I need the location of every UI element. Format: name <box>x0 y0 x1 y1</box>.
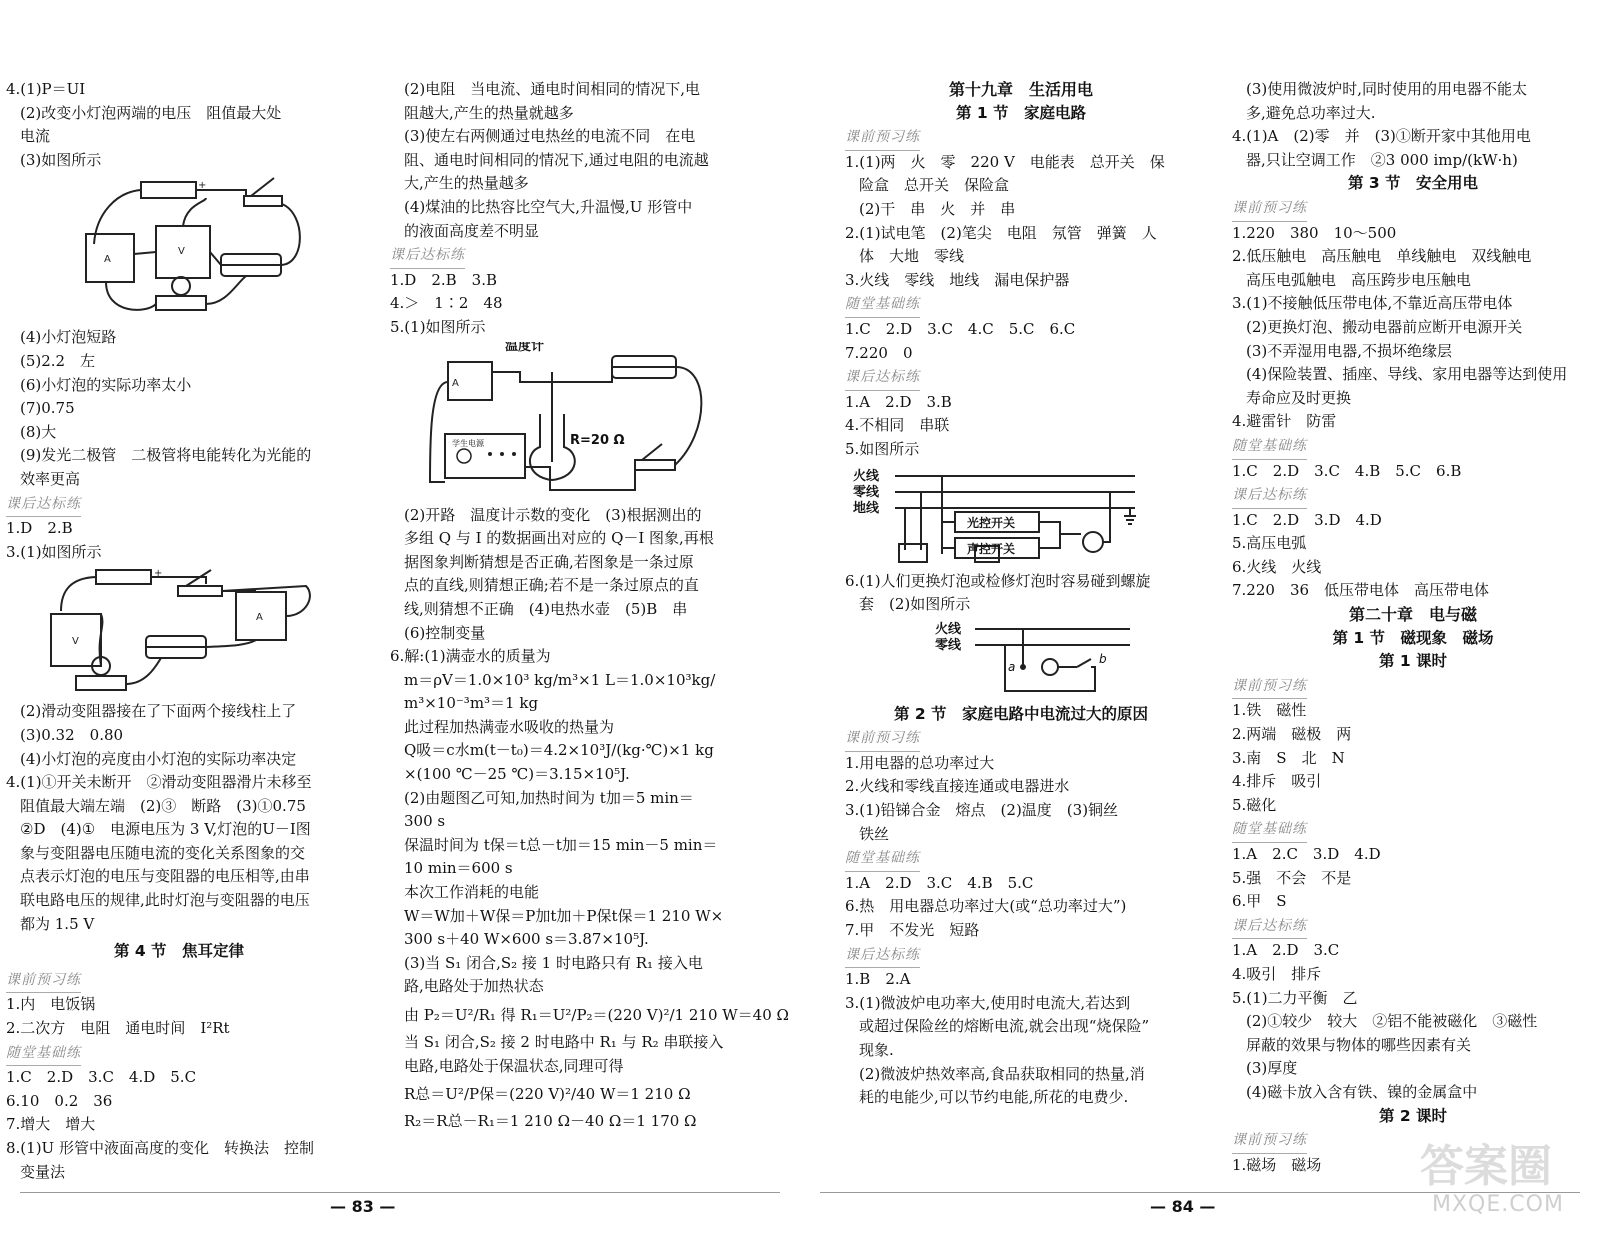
answer-line: (2)滑动变阻器接在了下面两个接线柱上了 <box>20 702 297 721</box>
answer-line: 点表示灯泡的电压与变阻器的电压相等,由串 <box>20 867 310 886</box>
answer-line: 1.C 2.D 3.D 4.D <box>1232 510 1382 529</box>
section-label: 随堂基础练 <box>1232 435 1307 460</box>
answer-line: 300 s＋40 W×600 s＝3.87×10⁵J. <box>404 930 649 949</box>
section-label: 课前预习练 <box>1232 675 1307 700</box>
lesson-heading: 第 1 课时 <box>1378 652 1448 671</box>
section-label: 课后达标练 <box>1232 915 1307 940</box>
circuit-figure-2 <box>6 566 352 698</box>
answer-line: 1.A 2.C 3.D 4.D <box>1232 845 1381 863</box>
answer-line: R₂＝R总－R₁＝1 210 Ω－40 Ω＝1 170 Ω <box>404 1112 697 1131</box>
svg-text:A: A <box>256 612 263 624</box>
answer-line: 4.吸引 排斥 <box>1232 964 1322 983</box>
section-label: 随堂基础练 <box>1232 818 1307 843</box>
answer-line: 3.南 S 北 N <box>1232 748 1345 767</box>
wiring-figure-2 <box>845 619 1197 701</box>
thermometer-label: 温度计 <box>505 341 545 354</box>
section-heading: 第 1 节 家庭电路 <box>955 103 1087 122</box>
answer-line: 本次工作消耗的电能 <box>404 883 540 902</box>
answer-line: 7.220 0 <box>845 343 913 362</box>
answer-line: (4)煤油的比热容比空气大,升温慢,U 形管中 <box>404 197 693 216</box>
answer-line: 2.(1)试电笔 (2)笔尖 电阻 氖管 弹簧 人 <box>845 223 1157 242</box>
wiring-figure-1 <box>845 464 1197 568</box>
footer-rule <box>20 1192 780 1193</box>
neutral-wire-label: 零线 <box>853 484 880 500</box>
answer-line: (3)0.32 0.80 <box>20 725 124 744</box>
answer-line: 象与变阻器电压随电流的变化关系图象的交 <box>20 843 306 862</box>
answer-line: 5.强 不会 不是 <box>1232 868 1352 887</box>
answer-line: (4)保险装置、插座、导线、家用电器等达到使用 <box>1246 365 1568 384</box>
answer-line: m³×10⁻³m³＝1 kg <box>404 694 539 713</box>
section-label: 课前预习练 <box>6 969 81 994</box>
light-switch-label: 光控开关 <box>967 515 1016 530</box>
watermark-url: MXQE.COM <box>1432 1192 1564 1217</box>
answer-line: 保温时间为 t保＝t总－t加＝15 min－5 min＝ <box>404 835 718 854</box>
answer-line: (2)由题图乙可知,加热时间为 t加＝5 min＝ <box>404 788 694 807</box>
ground-wire-label: 地线 <box>853 500 880 516</box>
answer-line: 屏蔽的效果与物体的哪些因素有关 <box>1246 1035 1472 1054</box>
answer-line: 线,则猜想不正确 (4)电热水壶 (5)B 串 <box>404 599 688 618</box>
section-heading: 第 3 节 安全用电 <box>1347 174 1479 193</box>
answer-line: (2)干 串 火 并 串 <box>859 199 1016 218</box>
answer-line: (9)发光二极管 二极管将电能转化为光能的 <box>20 446 312 465</box>
answer-line: (8)大 <box>20 422 57 441</box>
answer-line: (3)如图所示 <box>20 150 102 169</box>
page-number-right: — 84 — <box>1150 1197 1216 1216</box>
answer-line: (2)更换灯泡、搬动电器前应断开电源开关 <box>1246 317 1523 336</box>
answer-line: (7)0.75 <box>20 399 75 418</box>
answer-line: (6)控制变量 <box>404 623 486 642</box>
answer-line: (2)开路 温度计示数的变化 (3)根据测出的 <box>404 505 702 524</box>
lesson-heading: 第 2 课时 <box>1378 1106 1448 1125</box>
answer-line: 1.C 2.D 3.C 4.B 5.C 6.B <box>1232 461 1462 480</box>
answer-line: 多组 Q 与 I 的数据画出对应的 Q－I 图象,再根 <box>404 529 714 548</box>
answer-line: 6.火线 火线 <box>1232 557 1322 576</box>
answer-line: (5)2.2 左 <box>20 351 96 370</box>
answer-line: 据图象判断猜想是否正确,若图象是一条过原 <box>404 552 694 571</box>
answer-line: 电流 <box>20 127 51 146</box>
answer-line: 8.(1)U 形管中液面高度的变化 转换法 控制 <box>6 1139 314 1157</box>
neutral-wire-label: 零线 <box>935 637 962 653</box>
answer-line: 1.用电器的总功率过大 <box>845 753 995 772</box>
section-label: 课前预习练 <box>845 126 920 151</box>
answer-line: 1.内 电饭锅 <box>6 995 96 1014</box>
answer-line: 套 (2)如图所示 <box>859 595 971 614</box>
answer-line: 2.火线和零线直接连通或电器进水 <box>845 777 1070 796</box>
answer-line: 4.(1)P＝UI <box>6 80 86 98</box>
answer-line: (4)小灯泡短路 <box>20 328 117 347</box>
answer-line: W＝W加＋W保＝P加t加＋P保t保＝1 210 W× <box>404 906 724 925</box>
circuit-figure-1 <box>6 174 352 324</box>
answer-line: 1.A 2.D 3.C 4.B 5.C <box>845 873 1034 892</box>
answer-line: 当 S₁ 闭合,S₂ 接 2 时电路中 R₁ 与 R₂ 串联接入 <box>404 1033 724 1051</box>
point-b-label: b <box>1099 651 1107 666</box>
answer-line: 3.(1)不接触低压带电体,不靠近高压带电体 <box>1232 294 1513 313</box>
answer-line: R总＝U²/P保＝(220 V)²/40 W＝1 210 Ω <box>404 1085 691 1104</box>
answer-line: 阻越大,产生的热量就越多 <box>404 103 574 122</box>
answer-line: ②D (4)① 电源电压为 3 V,灯泡的U－I图 <box>20 820 311 839</box>
answer-line: 由 P₂＝U²/R₁ 得 R₁＝U²/P₂＝(220 V)²/1 210 W＝40 Ω <box>404 1006 789 1024</box>
answer-line: 4.＞ 1∶2 48 <box>390 294 503 313</box>
section-heading: 第 4 节 焦耳定律 <box>113 942 245 961</box>
section-label: 课后达标练 <box>6 493 81 518</box>
answer-line: (6)小灯泡的实际功率太小 <box>20 375 192 394</box>
answer-line: 2.二次方 电阻 通电时间 I²Rt <box>6 1019 230 1038</box>
answer-line: 1.B 2.A <box>845 970 911 989</box>
answer-line: 5.(1)二力平衡 乙 <box>1232 988 1358 1007</box>
answer-line: 联电路电压的规律,此时灯泡与变阻器的电压 <box>20 891 310 910</box>
left-page-column-1 <box>6 78 352 1184</box>
svg-text:A: A <box>104 254 111 266</box>
answer-line: 1.铁 磁性 <box>1232 701 1307 720</box>
answer-line: 现象. <box>859 1041 894 1059</box>
answer-line: 5.如图所示 <box>845 439 920 458</box>
answer-line: 3.火线 零线 地线 漏电保护器 <box>845 270 1070 289</box>
answer-line: 耗的电能少,可以节约电能,所花的电费少. <box>859 1088 1129 1107</box>
answer-line: 电路,电路处于保温状态,同理可得 <box>404 1056 624 1075</box>
answer-line: 7.220 36 低压带电体 高压带电体 <box>1232 581 1490 600</box>
answer-line: (2)改变小灯泡两端的电压 阻值最大处 <box>20 103 282 122</box>
answer-line: (3)厚度 <box>1246 1059 1298 1078</box>
answer-line: 点的直线,则猜想正确;若不是一条过原点的直 <box>404 576 699 595</box>
answer-line: 4.不相同 串联 <box>845 416 950 435</box>
answer-line: 器,只让空调工作 ②3 000 imp/(kW·h) <box>1246 150 1518 169</box>
answer-line: m＝ρV＝1.0×10³ kg/m³×1 L＝1.0×10³kg/ <box>404 670 716 689</box>
answer-line: 6.10 0.2 36 <box>6 1091 113 1110</box>
answer-line: 1.D 2.B <box>6 519 73 538</box>
live-wire-label: 火线 <box>853 468 880 484</box>
section-label: 课后达标练 <box>845 366 920 391</box>
right-page-column-2 <box>1232 78 1594 1177</box>
section-label: 课后达标练 <box>845 944 920 969</box>
answer-line: 4.(1)①开关未断开 ②滑动变阻器滑片未移至 <box>6 773 312 792</box>
svg-text:+: + <box>154 568 163 580</box>
section-label: 课后达标练 <box>1232 484 1307 509</box>
section-label: 随堂基础练 <box>845 847 920 872</box>
answer-line: 3.(1)铅锑合金 熔点 (2)温度 (3)铜丝 <box>845 801 1119 820</box>
answer-line: 变量法 <box>20 1162 66 1181</box>
answer-line: 1.D 2.B 3.B <box>390 270 498 289</box>
answer-line: 4.避雷针 防雷 <box>1232 412 1337 431</box>
answer-line: (4)小灯泡的亮度由小灯泡的实际功率决定 <box>20 749 297 768</box>
section-label: 课前预习练 <box>1232 197 1307 222</box>
answer-line: (2)微波炉热效率高,食品获取相同的热量,消 <box>859 1064 1145 1083</box>
answer-line: (3)使左右两侧通过电热丝的电流不同 在电 <box>404 127 696 146</box>
answer-line: 险盒 总开关 保险盒 <box>859 176 1010 195</box>
answer-line: 或超过保险丝的熔断电流,就会出现“烧保险” <box>859 1017 1150 1036</box>
answer-line: 6.热 用电器总功率过大(或“总功率过大”) <box>845 897 1127 916</box>
power-supply-label: 学生电源 <box>452 438 484 448</box>
answer-line: 1.A 2.D 3.B <box>845 392 952 411</box>
section-label: 课后达标练 <box>390 244 465 269</box>
answer-line: 大,产生的热量越多 <box>404 174 529 193</box>
answer-line: (3)不弄湿用电器,不损坏绝缘层 <box>1246 341 1453 360</box>
answer-line: 5.磁化 <box>1232 795 1277 814</box>
answer-line: 5.高压电弧 <box>1232 534 1307 553</box>
answer-line: 1.磁场 磁场 <box>1232 1155 1322 1174</box>
answer-line: 1.A 2.D 3.C <box>1232 941 1340 960</box>
section-label: 课前预习练 <box>1232 1129 1307 1154</box>
answer-line: (2)①较少 较大 ②铝不能被磁化 ③磁性 <box>1246 1012 1538 1031</box>
svg-text:+: + <box>198 180 207 192</box>
answer-line: 阻值最大端左端 (2)③ 断路 (3)①0.75 <box>20 796 306 815</box>
answer-line: (2)电阻 当电流、通电时间相同的情况下,电 <box>404 80 701 98</box>
answer-line: 6.(1)人们更换灯泡或检修灯泡时容易碰到螺旋 <box>845 571 1151 590</box>
answer-line: 多,避免总功率过大. <box>1246 103 1376 122</box>
answer-line: 2.低压触电 高压触电 单线触电 双线触电 <box>1232 247 1532 266</box>
answer-line: 效率更高 <box>20 469 81 488</box>
chapter-heading: 第二十章 电与磁 <box>1348 605 1477 625</box>
answer-line: 1.C 2.D 3.C 4.C 5.C 6.C <box>845 319 1076 338</box>
answer-line: 7.甲 不发光 短路 <box>845 921 980 940</box>
watermark-logo: 答案圈 <box>1420 1141 1552 1192</box>
answer-line: 高压电弧触电 高压跨步电压触电 <box>1246 270 1472 289</box>
answer-line: 3.(1)如图所示 <box>6 542 102 561</box>
answer-line: 1.(1)两 火 零 220 V 电能表 总开关 保 <box>845 152 1165 171</box>
svg-text:V: V <box>178 246 185 258</box>
section-heading: 第 2 节 家庭电路中电流过大的原因 <box>893 704 1149 723</box>
section-heading: 第 1 节 磁现象 磁场 <box>1332 628 1494 647</box>
answer-line: 寿命应及时更换 <box>1246 388 1352 407</box>
answer-line: ×(100 ℃－25 ℃)＝3.15×10⁵J. <box>404 765 630 784</box>
page-number-left: — 83 — <box>330 1197 396 1216</box>
answer-line: (4)磁卡放入含有铁、镍的金属盒中 <box>1246 1082 1478 1101</box>
answer-line: 都为 1.5 V <box>20 914 95 933</box>
answer-line: 10 min＝600 s <box>404 859 513 878</box>
live-wire-label: 火线 <box>935 621 962 637</box>
svg-text:A: A <box>452 377 459 389</box>
left-page-column-2 <box>390 78 789 1134</box>
resistor-label: R=20 Ω <box>570 432 625 448</box>
section-label: 课前预习练 <box>845 727 920 752</box>
svg-text:V: V <box>72 636 79 648</box>
point-a-label: a <box>1008 659 1016 674</box>
answer-line: 2.两端 磁极 两 <box>1232 725 1352 744</box>
answer-line: 铁丝 <box>859 824 890 843</box>
answer-line: (3)使用微波炉时,同时使用的用电器不能太 <box>1246 80 1528 98</box>
answer-line: 300 s <box>404 812 446 831</box>
answer-line: 5.(1)如图所示 <box>390 317 486 336</box>
answer-line: 路,电路处于加热状态 <box>404 977 544 996</box>
answer-line: 阻、通电时间相同的情况下,通过电阻的电流越 <box>404 150 709 169</box>
answer-line: 1.220 380 10～500 <box>1232 223 1397 242</box>
answer-line: (3)当 S₁ 闭合,S₂ 接 1 时电路只有 R₁ 接入电 <box>404 953 703 972</box>
answer-line: 6.解:(1)满壶水的质量为 <box>390 647 551 666</box>
section-label: 随堂基础练 <box>6 1042 81 1067</box>
answer-line: 4.(1)A (2)零 并 (3)①断开家中其他用电 <box>1232 127 1531 146</box>
answer-line: 此过程加热满壶水吸收的热量为 <box>404 717 615 736</box>
answer-line: 6.甲 S <box>1232 892 1287 911</box>
answer-line: Q吸＝c水m(t－t₀)＝4.2×10³J/(kg·℃)×1 kg <box>404 741 714 760</box>
answer-line: 7.增大 增大 <box>6 1115 96 1134</box>
section-label: 随堂基础练 <box>845 293 920 318</box>
answer-line: 体 大地 零线 <box>859 247 965 266</box>
chapter-heading: 第十九章 生活用电 <box>948 80 1093 99</box>
answer-line: 3.(1)微波炉电功率大,使用时电流大,若达到 <box>845 993 1131 1012</box>
answer-line: 的液面高度差不明显 <box>404 221 540 240</box>
sound-switch-label: 声控开关 <box>967 541 1016 556</box>
circuit-figure-3 <box>390 342 738 502</box>
right-page-column-1 <box>845 78 1197 1110</box>
answer-line: 1.C 2.D 3.C 4.D 5.C <box>6 1068 197 1087</box>
answer-line: 4.排斥 吸引 <box>1232 772 1322 791</box>
